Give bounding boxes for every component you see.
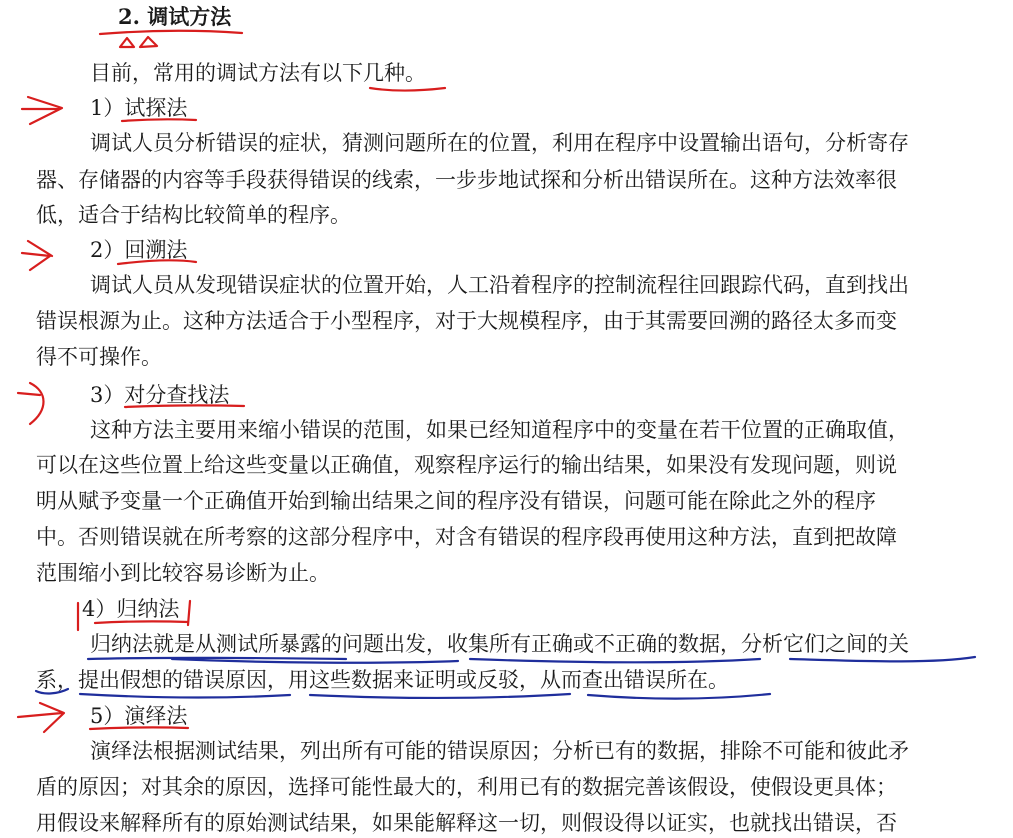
- paragraph-line: 系，提出假想的错误原因，用这些数据来证明或反驳，从而查出错误所在。: [36, 668, 729, 692]
- triangle-marks: [120, 37, 157, 47]
- paragraph-line: 演绎法根据测试结果，列出所有可能的错误原因；分析已有的数据，排除不可能和彼此矛: [90, 739, 909, 763]
- arrow-icon: [18, 383, 44, 424]
- heading-binary-search-method: 3）对分查找法: [90, 383, 230, 407]
- intro-text: 目前，常用的调试方法有以下几种。: [90, 61, 426, 85]
- heading-backtrack-method: 2）回溯法: [90, 238, 188, 262]
- section-title: 2. 调试方法: [118, 4, 232, 29]
- sentence-underline: [470, 659, 760, 662]
- paragraph-line: 盾的原因；对其余的原因，选择可能性最大的，利用已有的数据完善该假设，使假设更具体；: [36, 775, 897, 799]
- paragraph-line: 器、存储器的内容等手段获得错误的线索，一步步地试探和分析出错误所在。这种方法效率很: [36, 168, 897, 192]
- paragraph-line: 低，适合于结构比较简单的程序。: [36, 203, 351, 227]
- sentence-underline: [172, 659, 458, 663]
- arrow-icon: [18, 703, 64, 732]
- paragraph-line: 可以在这些位置上给这些变量以正确值，观察程序运行的输出结果，如果没有发现问题，则说: [36, 453, 897, 477]
- arrow-icon: [22, 97, 62, 124]
- heading-trial-method: 1）试探法: [90, 96, 188, 120]
- paragraph-line: 调试人员从发现错误症状的位置开始，人工沿着程序的控制流程往回跟踪代码，直到找出: [90, 273, 909, 297]
- intro-underline: [370, 88, 445, 91]
- heading-deduction-method: 5）演绎法: [90, 704, 188, 728]
- paragraph-line: 中。否则错误就在所考察的这部分程序中，对含有错误的程序段再使用这种方法，直到把故障: [36, 525, 897, 549]
- paragraph-line: 明从赋予变量一个正确值开始到输出结果之间的程序没有错误，问题可能在除此之外的程序: [36, 489, 876, 513]
- arrow-icon: [22, 241, 52, 270]
- paragraph-line: 得不可操作。: [36, 345, 162, 369]
- paragraph-line: 调试人员分析错误的症状，猜测问题所在的位置，利用在程序中设置输出语句，分析寄存: [90, 131, 909, 155]
- paragraph-line: 错误根源为止。这种方法适合于小型程序，对于大规模程序，由于其需要回溯的路径太多而变: [36, 309, 897, 333]
- heading-induction-method: 4）归纳法: [82, 597, 180, 621]
- paragraph-line: 范围缩小到比较容易诊断为止。: [36, 561, 330, 585]
- paragraph-line: 用假设来解释所有的原始测试结果，如果能解释这一切，则假设得以证实，也就找出错误，否: [36, 811, 897, 835]
- paragraph-line: 这种方法主要用来缩小错误的范围，如果已经知道程序中的变量在若干位置的正确取值，: [90, 418, 909, 442]
- paragraph-line: 归纳法就是从测试所暴露的问题出发，收集所有正确或不正确的数据，分析它们之间的关: [90, 632, 909, 656]
